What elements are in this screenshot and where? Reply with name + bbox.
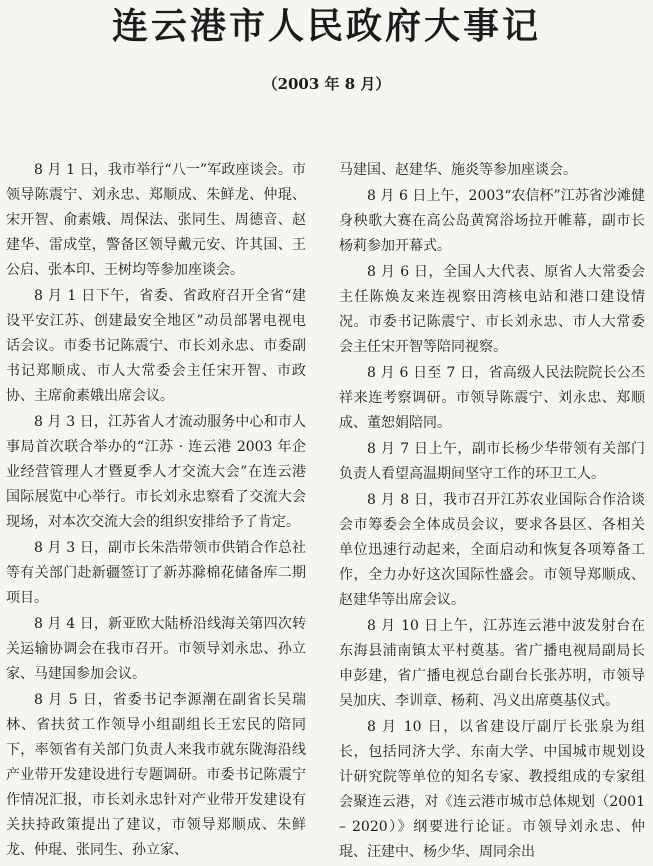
event-paragraph: 8 月 6 日，全国人大代表、原省人大常委会主任陈焕友来连视察田湾核电站和港口建设情况。市委书记陈震宁、市长刘永忠、市人大常委会主任宋开智等陪同视察。 [339,264,645,355]
page-title: 连云港市人民政府大事记 [111,5,541,47]
event-paragraph: 8 月 5 日，省委书记李源潮在副省长吴瑞林、省扶贫工作领导小组副组长王宏民的陪同下，率领省有关部门负责人来我市就东陇海沿线产业带开发建设进行专题调研。市委书记陈震宁作情况汇报，市长刘永忠针对产业带开发建设有关扶持政策提出了建议，市领导郑顺成、朱鲜龙、仲琨、张同生、孙立家、 [6,692,306,858]
event-paragraph: 8 月 4 日，新亚欧大陆桥沿线海关第四次转关运输协调会在我市召开。市领导刘永忠、孙立家、马建国参加会议。 [6,616,306,682]
left-column [6,158,306,864]
event-paragraph: 8 月 1 日下午，省委、省政府召开全省“建设平安江苏、创建最安全地区”动员部署电视电话会议。市委书记陈震宁、市长刘永忠、市委副书记郑顺成、市人大常委会主任宋开智、市政协、主席俞素娥出席会议。 [6,288,306,404]
event-paragraph: 8 月 10 日上午，江苏连云港中波发射台在东海县浦南镇太平村奠基。省广播电视局副局长申彭建，省广播电视总台副台长张苏明，市领导吴加庆、李训章、杨莉、冯义出席奠基仪式。 [339,618,645,709]
event-paragraph-continued: 马建国、赵建华、施炎等参加座谈会。 [339,162,577,178]
event-paragraph: 8 月 10 日，以省建设厅副厅长张泉为组长，包括同济大学、东南大学、中国城市规划设计研究院等单位的知名专家、教授组成的专家组会聚连云港，对《连云港市城市总体规划（2001 – 2020）》纲要进行论证。市领导刘永忠、仲琨、汪建中、杨少华、周同余出 [339,719,645,860]
event-paragraph: 8 月 6 日上午，2003“农信杯”江苏省沙滩健身秧歌大赛在高公岛黄窝浴场拉开帷幕，副市长杨莉参加开幕式。 [339,188,645,254]
event-paragraph: 8 月 7 日上午，副市长杨少华带领有关部门负责人看望高温期间坚守工作的环卫工人。 [339,441,645,482]
event-paragraph: 8 月 8 日，我市召开江苏农业国际合作洽谈会市筹委会全体成员会议，要求各县区、各相关单位迅速行动起来，全面启动和恢复各项筹备工作，全力办好这次国际性盛会。市领导郑顺成、赵建华等出席会议。 [339,492,645,608]
event-paragraph: 8 月 6 日至 7 日，省高级人民法院院长公丕祥来连考察调研。市领导陈震宁、刘永忠、郑顺成、董恕娟陪同。 [339,365,645,431]
event-paragraph: 8 月 1 日，我市举行“八一”军政座谈会。市领导陈震宁、刘永忠、郑顺成、朱鲜龙、仲琨、宋开智、俞素娥、周保法、张同生、周德音、赵建华、雷成堂，警备区领导戴元安、许其国、王公启、张本印、王树均等参加座谈会。 [6,162,306,278]
event-paragraph: 8 月 3 日，江苏省人才流动服务中心和市人事局首次联合举办的“江苏 · 连云港 2003 年企业经营管理人才暨夏季人才交流大会”在连云港国际展览中心举行。市长刘永忠察看了交流大会现场，对本次交流大会的组织安排给予了肯定。 [6,414,306,530]
page-subtitle: （2003 年 8 月） [262,75,391,93]
right-column [339,158,645,866]
event-paragraph: 8 月 3 日，副市长朱浩带领市供销合作总社等有关部门赴新疆签订了新苏滁棉花储备库二期项目。 [6,540,306,606]
